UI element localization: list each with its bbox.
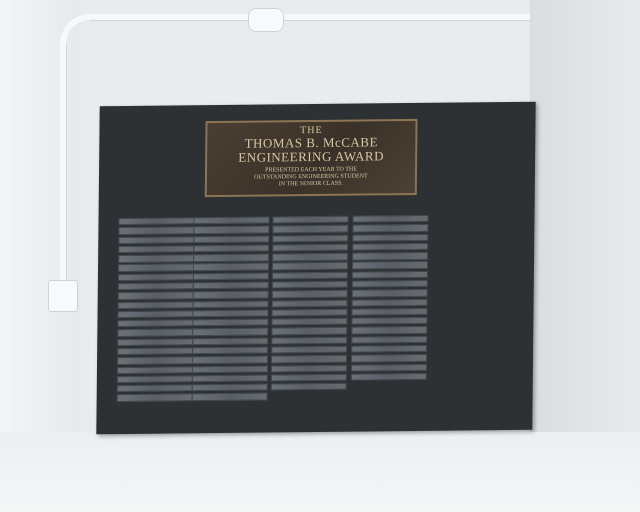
name-plate	[118, 217, 194, 225]
name-plate	[272, 262, 348, 270]
name-plate	[271, 336, 347, 344]
name-plate	[118, 310, 194, 318]
name-plate	[352, 271, 428, 279]
name-plate	[118, 236, 194, 244]
title-plaque	[205, 119, 418, 197]
name-plate	[272, 299, 348, 307]
name-plate	[352, 280, 428, 288]
name-plate	[351, 354, 427, 362]
name-plate	[118, 245, 194, 253]
name-plate	[192, 384, 268, 392]
name-plate	[352, 298, 428, 306]
name-plate	[271, 355, 347, 363]
name-plate	[193, 309, 269, 317]
conduit-horizontal	[90, 14, 530, 21]
plaque-line-1: THE	[300, 124, 323, 137]
name-plate	[272, 290, 348, 298]
plate-column-2	[192, 216, 270, 402]
junction-box	[48, 280, 78, 312]
name-plate	[271, 346, 347, 354]
name-plate	[193, 226, 269, 234]
name-plate	[117, 394, 193, 402]
name-plate	[271, 308, 347, 316]
name-plate	[117, 347, 193, 355]
name-plate	[118, 264, 194, 272]
plate-column-1	[117, 217, 195, 403]
name-plate	[351, 373, 427, 381]
plaque-line-3: ENGINEERING AWARD	[238, 148, 385, 165]
name-plate	[272, 216, 348, 224]
name-plate	[352, 243, 428, 251]
name-plate	[117, 338, 193, 346]
name-plate	[352, 233, 428, 241]
name-plate	[272, 281, 348, 289]
plate-column-4	[351, 215, 429, 383]
name-plate	[192, 319, 268, 327]
name-plate	[351, 363, 427, 371]
name-plate	[192, 365, 268, 373]
name-plate	[271, 364, 347, 372]
name-plate	[117, 375, 193, 383]
name-plate	[192, 356, 268, 364]
name-plate	[117, 366, 193, 374]
name-plate	[192, 328, 268, 336]
name-plate	[118, 282, 194, 290]
name-plate	[117, 357, 193, 365]
name-plate	[351, 326, 427, 334]
name-plate	[193, 254, 269, 262]
name-plate	[117, 384, 193, 392]
ceiling-fixture	[248, 8, 284, 32]
name-plate	[351, 335, 427, 343]
name-plate	[192, 374, 268, 382]
lower-wall	[0, 432, 640, 512]
name-plate	[272, 271, 348, 279]
name-plate	[351, 308, 427, 316]
name-plate	[193, 291, 269, 299]
name-plate	[192, 346, 268, 354]
name-plate	[271, 383, 347, 391]
name-plate	[118, 227, 194, 235]
name-plate	[192, 337, 268, 345]
plaque-line-6: IN THE SENIOR CLASS.	[278, 180, 344, 188]
name-plate	[272, 244, 348, 252]
name-plate	[193, 272, 269, 280]
name-plate	[118, 301, 194, 309]
name-plate	[193, 244, 269, 252]
name-plate	[352, 289, 428, 297]
name-plate	[117, 329, 193, 337]
name-plate	[118, 273, 194, 281]
plaque-line-5: OUTSTANDING ENGINEERING STUDENT	[254, 173, 368, 181]
name-plate	[351, 345, 427, 353]
award-board	[96, 102, 535, 435]
name-plate	[193, 281, 269, 289]
name-plate	[271, 327, 347, 335]
name-plate	[193, 216, 269, 224]
name-plate	[352, 252, 428, 260]
name-plate	[118, 254, 194, 262]
name-plate	[272, 253, 348, 261]
name-plate	[193, 235, 269, 243]
conduit-vertical	[60, 44, 67, 284]
plate-column-3	[271, 216, 349, 393]
name-plate	[118, 292, 194, 300]
name-plate	[271, 318, 347, 326]
name-plate	[117, 319, 193, 327]
name-plate	[352, 261, 428, 269]
plaque-line-4: PRESENTED EACH YEAR TO THE	[265, 166, 357, 174]
name-plate	[352, 215, 428, 223]
name-plate	[272, 225, 348, 233]
plaque-line-2: THOMAS B. McCABE	[244, 134, 379, 151]
name-plate	[193, 263, 269, 271]
name-plate	[192, 393, 268, 401]
name-plate	[271, 373, 347, 381]
name-plate	[352, 224, 428, 232]
name-plate	[193, 300, 269, 308]
name-plate	[351, 317, 427, 325]
name-plate	[272, 234, 348, 242]
